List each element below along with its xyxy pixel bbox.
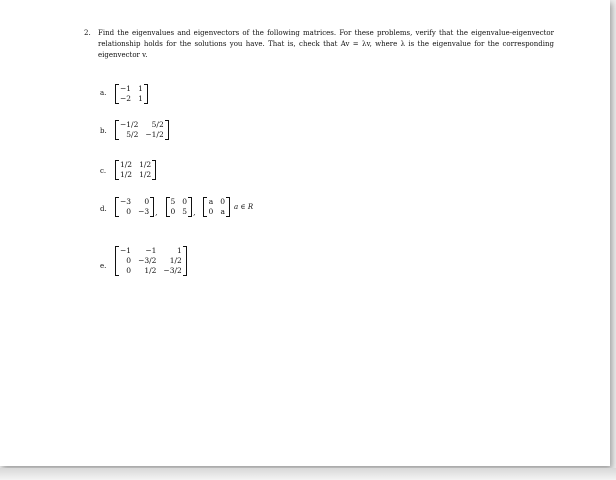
right-bracket (152, 160, 156, 180)
item-c (115, 160, 156, 180)
matrix-cell: 1/2 (139, 160, 152, 169)
matrix-cell: 0 (208, 207, 214, 216)
right-bracket (165, 120, 169, 140)
matrix-cell: −1/2 (120, 120, 139, 129)
right-bracket (183, 246, 187, 276)
matrix-d-3 (203, 197, 230, 217)
item-label-a: a. (100, 89, 107, 97)
matrix-cell: 0 (170, 207, 176, 216)
matrix-b-1 (115, 120, 169, 140)
matrix-cell: 0 (126, 266, 132, 275)
matrix-cell: 1/2 (120, 170, 133, 179)
item-label-d: d. (100, 205, 107, 213)
matrix-cell: −3/2 (138, 256, 157, 265)
matrix-cell: 1 (177, 246, 182, 255)
matrix-cell: −1 (120, 246, 132, 255)
matrix-cell: 5/2 (151, 120, 164, 129)
item-a (115, 84, 148, 104)
problem-number: 2. (84, 29, 91, 37)
matrix-cell: −1 (120, 84, 132, 93)
matrix-cell: 1/2 (120, 160, 133, 169)
matrix-cell: 1 (138, 94, 143, 103)
matrix-d-1 (115, 197, 154, 217)
matrix-entries (170, 197, 189, 217)
matrix-cell: 1/2 (144, 266, 157, 275)
matrix-entries (119, 120, 165, 140)
right-bracket (144, 84, 148, 104)
matrix-cell: 5 (170, 197, 176, 206)
matrix-entries (207, 197, 226, 217)
matrix-cell: −3 (138, 207, 150, 216)
matrix-entries (119, 246, 183, 276)
matrix-d-2 (166, 197, 196, 217)
item-condition: a ∈ R (234, 203, 254, 211)
matrix-separator: , (155, 208, 158, 217)
matrix-cell: 0 (144, 197, 150, 206)
problem-statement (84, 28, 554, 61)
matrix-cell: 0 (220, 197, 226, 206)
item-label-b: b. (100, 127, 107, 135)
page-bottom-edge (0, 468, 616, 480)
matrix-cell: −1/2 (145, 130, 164, 139)
matrix-cell: 0 (182, 197, 188, 206)
right-bracket (150, 197, 154, 217)
matrix-cell: 0 (126, 207, 132, 216)
matrix-e-1 (115, 246, 187, 276)
item-label-e: e. (100, 262, 107, 270)
item-d (115, 197, 253, 217)
matrix-cell: 1 (138, 84, 143, 93)
matrix-cell: a (220, 207, 226, 216)
matrix-cell: 1/2 (169, 256, 182, 265)
matrix-cell: 5/2 (126, 130, 139, 139)
matrix-c-1 (115, 160, 156, 180)
matrix-entries (119, 160, 152, 180)
matrix-a-1 (115, 84, 148, 104)
matrix-separator: , (193, 208, 196, 217)
matrix-cell: 0 (126, 256, 132, 265)
item-label-c: c. (100, 167, 107, 175)
item-e (115, 246, 187, 276)
matrix-cell: a (208, 197, 214, 206)
item-b (115, 120, 169, 140)
matrix-cell: −3 (120, 197, 132, 206)
matrix-entries (119, 84, 144, 104)
problem-text: Find the eigenvalues and eigenvectors of the following matrices. For these problems, verify that the eigenvalue-eigenvector relationship holds for the solutions you have. That is, check that Av = λv, where λ is the eigenvalue for the corresponding eigenvector v. (98, 29, 554, 59)
matrix-cell: −3/2 (163, 266, 182, 275)
matrix-entries (119, 197, 150, 217)
matrix-cell: −1 (145, 246, 157, 255)
matrix-cell: 1/2 (139, 170, 152, 179)
right-bracket (226, 197, 230, 217)
matrix-cell: −2 (120, 94, 132, 103)
matrix-cell: 5 (182, 207, 188, 216)
right-bracket (188, 197, 192, 217)
